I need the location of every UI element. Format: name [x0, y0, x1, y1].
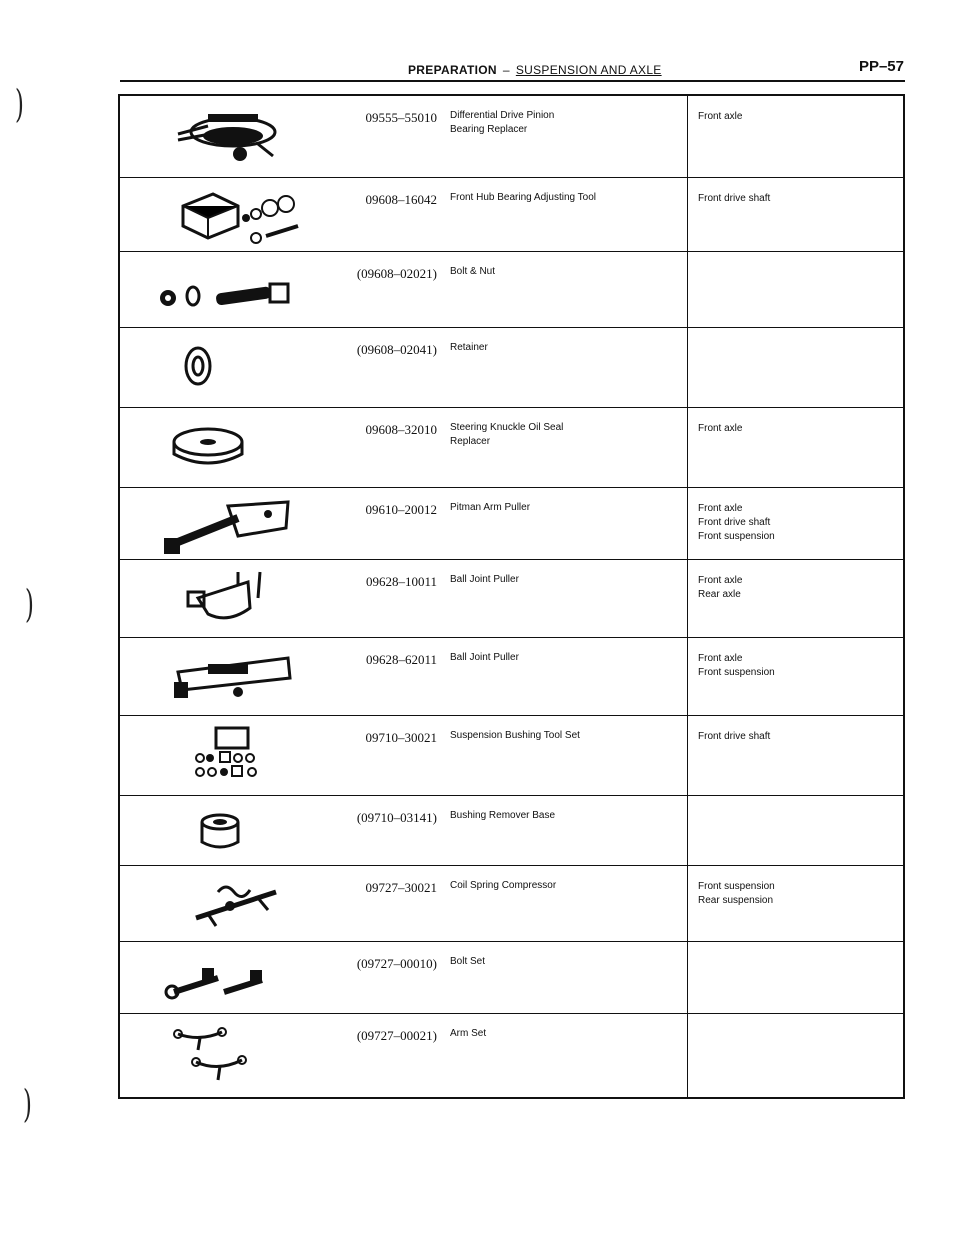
oil-seal-replacer-icon: [138, 416, 328, 474]
arm-set-icon: [138, 1022, 328, 1080]
part-number: 09628–10011: [365, 574, 437, 589]
table-row: [120, 328, 903, 408]
part-name: Pitman Arm Puller: [450, 502, 531, 513]
part-name: Ball Joint Puller: [450, 574, 519, 585]
hub-bearing-tool-icon: [138, 186, 328, 244]
table-row: [120, 560, 903, 638]
section-title: PREPARATION: [408, 63, 497, 77]
pitman-arm-puller-icon: [138, 496, 328, 554]
part-number: 09608–16042: [365, 192, 437, 207]
table-row: [120, 488, 903, 560]
ball-joint-puller-2-icon: [138, 646, 328, 704]
bushing-tool-set-icon: [138, 724, 328, 782]
coil-spring-compressor-icon: [138, 874, 328, 932]
part-number: 09608–32010: [365, 422, 437, 437]
table-row: [120, 252, 903, 328]
part-number: 09610–20012: [365, 502, 437, 517]
part-number: (09727–00021): [356, 1028, 437, 1043]
part-name: Arm Set: [450, 1028, 487, 1039]
bolt-set-icon: [138, 950, 328, 1008]
subsection-title: SUSPENSION AND AXLE: [515, 63, 662, 77]
table-row: [120, 638, 903, 716]
part-name: Bushing Remover Base: [450, 810, 556, 821]
usage: Front axle: [698, 423, 743, 434]
header-rule: [120, 80, 905, 82]
part-name: Suspension Bushing Tool Set: [450, 730, 580, 741]
header-title: [408, 63, 662, 77]
part-name: Front Hub Bearing Adjusting Tool: [450, 192, 597, 203]
sst-table: [118, 94, 905, 1099]
bolt-nut-icon: [138, 260, 328, 318]
usage: Front axle Front suspension: [698, 653, 775, 678]
part-name: Bolt Set: [450, 956, 486, 967]
page-number: PP–57: [858, 58, 904, 75]
table-row: [120, 866, 903, 942]
table-row: [120, 178, 903, 252]
part-number: 09727–30021: [365, 880, 437, 895]
part-name: Differential Drive Pinion Bearing Replacer: [450, 110, 555, 135]
bearing-replacer-icon: [138, 104, 328, 162]
part-number: 09555–55010: [365, 110, 437, 125]
table-row: [120, 1014, 903, 1099]
part-number: 09628–62011: [365, 652, 437, 667]
header-separator: –: [502, 63, 510, 77]
usage: Front drive shaft: [698, 731, 771, 742]
usage: Front suspension Rear suspension: [698, 881, 775, 906]
usage: Front axle Rear axle: [698, 575, 743, 600]
part-name: Coil Spring Compressor: [450, 880, 557, 891]
binding-mark-icon: ): [24, 582, 34, 626]
part-name: Ball Joint Puller: [450, 652, 519, 663]
part-number: (09727–00010): [356, 956, 437, 971]
ball-joint-puller-icon: [138, 568, 328, 626]
retainer-icon: [138, 336, 328, 394]
part-number: (09608–02041): [356, 342, 437, 357]
part-number: (09608–02021): [356, 266, 437, 281]
table-row: [120, 96, 903, 178]
binding-mark-icon: ): [22, 1082, 32, 1126]
part-number: 09710–30021: [365, 730, 437, 745]
part-name: Retainer: [450, 342, 488, 353]
usage: Front drive shaft: [698, 193, 771, 204]
table-row: [120, 716, 903, 796]
part-name: Bolt & Nut: [450, 266, 496, 277]
binding-mark-icon: ): [14, 82, 24, 126]
usage: Front axle: [698, 111, 743, 122]
table-row: [120, 408, 903, 488]
part-number: (09710–03141): [356, 810, 437, 825]
table-row: [120, 796, 903, 866]
bushing-remover-base-icon: [138, 804, 328, 862]
usage: Front axle Front drive shaft Front suspension: [698, 503, 775, 542]
table-row: [120, 942, 903, 1014]
part-name: Steering Knuckle Oil Seal Replacer: [450, 422, 564, 447]
